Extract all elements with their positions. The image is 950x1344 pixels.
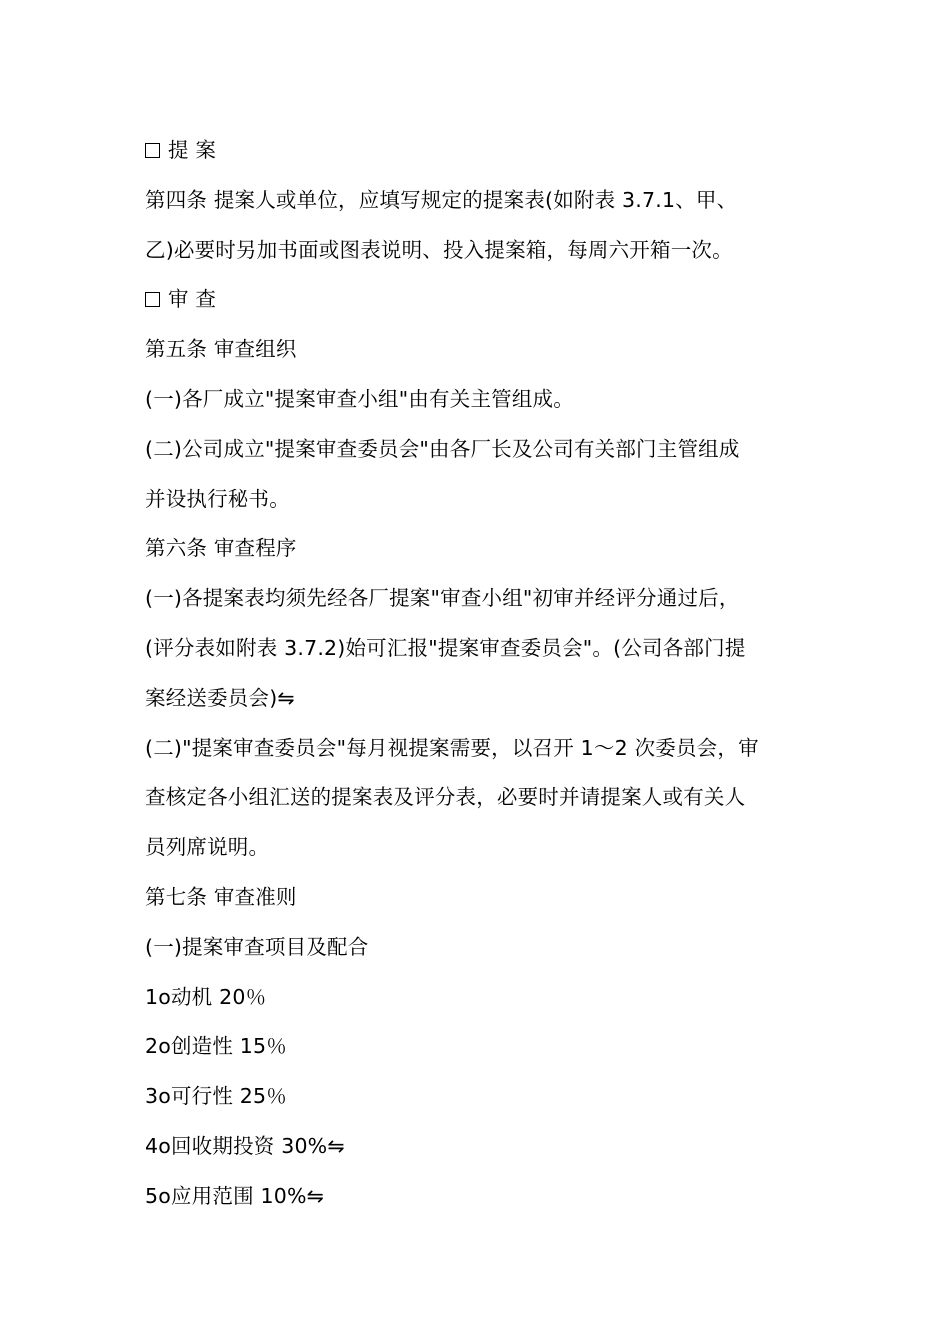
list-item: 1o动机 20％ xyxy=(145,984,267,1009)
list-item: 4o回收期投资 30%⇋ xyxy=(145,1133,345,1158)
paragraph-line: 员列席说明。 xyxy=(145,835,270,860)
paragraph-line: 案经送委员会)⇋ xyxy=(145,685,295,710)
article-title: 第六条 审查程序 xyxy=(145,536,297,561)
section-heading-review xyxy=(145,275,815,325)
paragraph-line: (二)"提案审查委员会"每月视提案需要，以召开 1～2 次委员会，审 xyxy=(145,735,759,760)
list-item: 2o创造性 15％ xyxy=(145,1034,287,1059)
paragraph-line: (一)提案审查项目及配合 xyxy=(145,934,369,959)
paragraph-line: (一)各提案表均须先经各厂提案"审查小组"初审并经评分通过后， xyxy=(145,586,740,611)
paragraph-line: (评分表如附表 3.7.2)始可汇报"提案审查委员会"。(公司各部门提 xyxy=(145,635,746,660)
paragraph-line: (二)公司成立"提案审查委员会"由各厂长及公司有关部门主管组成 xyxy=(145,436,740,461)
list-item: 3o可行性 25％ xyxy=(145,1084,287,1109)
heading-text: 审 查 xyxy=(168,287,217,312)
section-heading-proposal xyxy=(145,126,815,176)
paragraph-line: (一)各厂成立"提案审查小组"由有关主管组成。 xyxy=(145,386,574,411)
paragraph-line: 第四条 提案人或单位，应填写规定的提案表(如附表 3.7.1、甲、 xyxy=(145,187,738,212)
heading-text: 提 案 xyxy=(168,138,217,162)
article-title: 第七条 审查准则 xyxy=(145,884,297,909)
paragraph-line: 并设执行秘书。 xyxy=(145,486,290,511)
paragraph-line: 乙)必要时另加书面或图表说明、投入提案箱，每周六开箱一次。 xyxy=(145,237,733,262)
list-item: 5o应用范围 10%⇋ xyxy=(145,1183,325,1208)
paragraph-line: 查核定各小组汇送的提案表及评分表，必要时并请提案人或有关人 xyxy=(145,785,746,810)
checkbox-square-icon xyxy=(145,292,160,307)
article-title: 第五条 审查组织 xyxy=(145,337,297,362)
document-body xyxy=(145,126,815,1222)
checkbox-square-icon xyxy=(145,143,160,158)
